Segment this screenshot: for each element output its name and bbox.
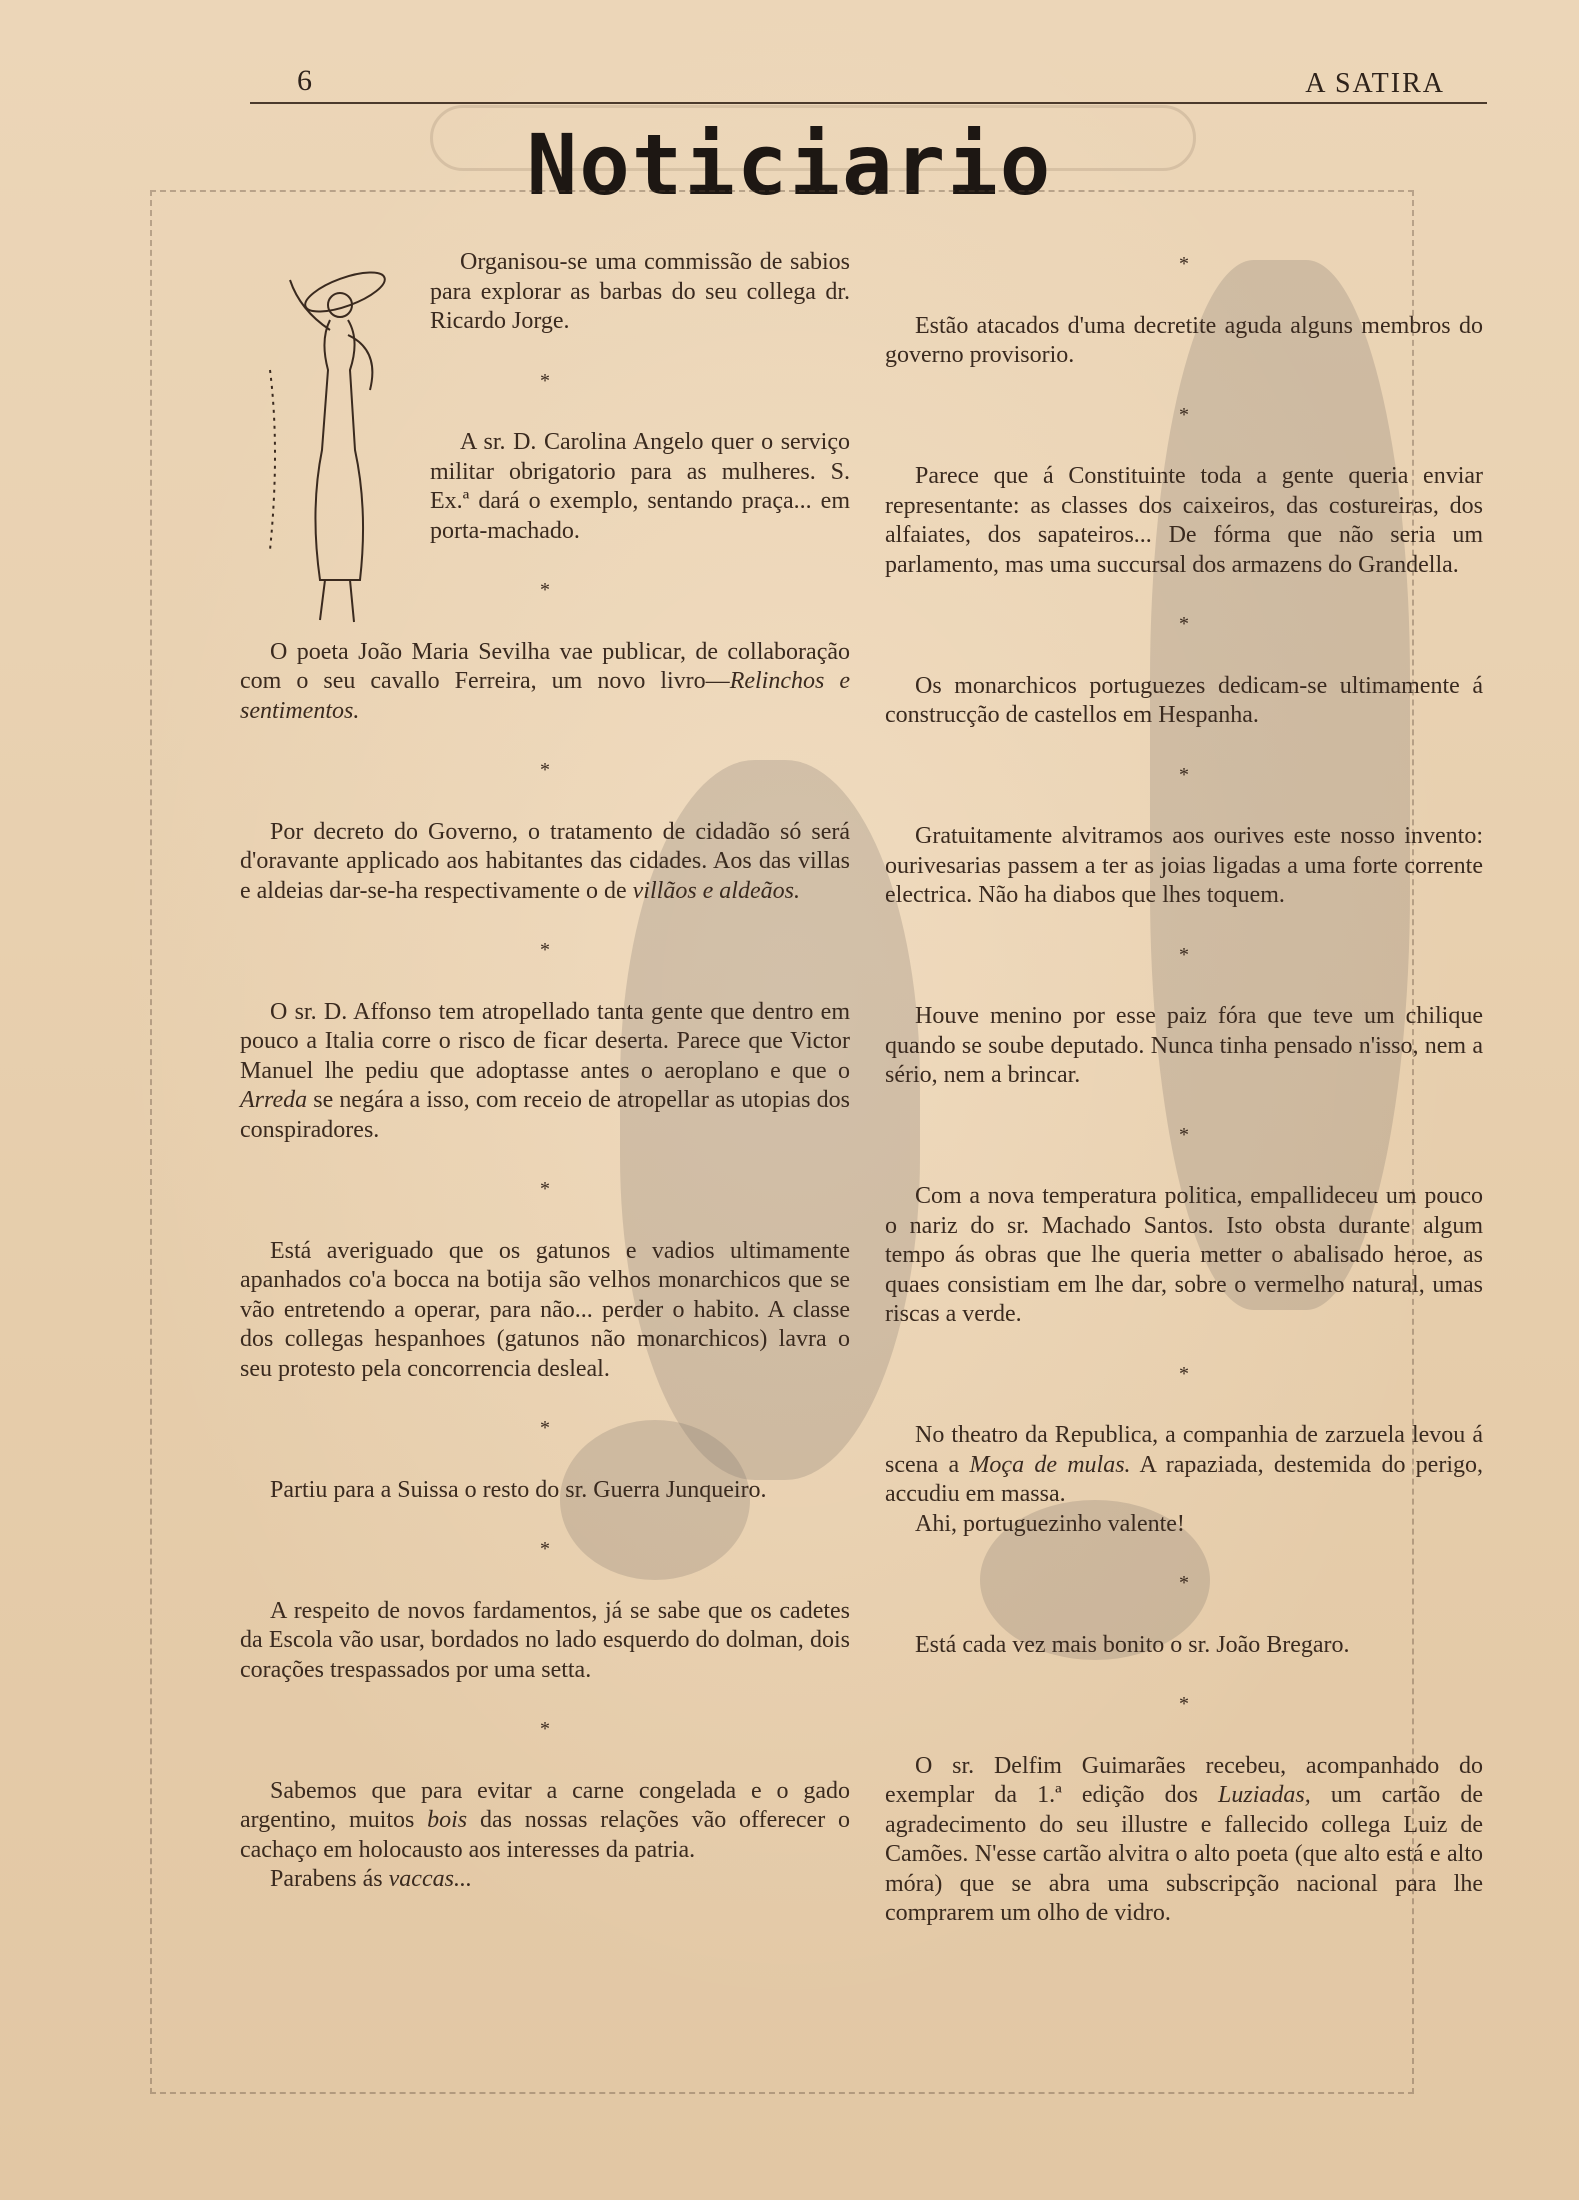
news-text-run: O sr. D. Affonso tem atropellado tanta gente que dentro em pouco a Italia corre o risco de ficar deserta. Parece que Victor Manuel lhe pediu que adoptasse antes o aeroplano e que o: [240, 998, 850, 1084]
news-text: [240, 638, 850, 727]
separator-star: *: [1179, 1693, 1189, 1715]
news-text: Ahi, portuguezinho valente!: [915, 1510, 1185, 1537]
separator-star: *: [540, 1538, 550, 1560]
news-text: [240, 1777, 850, 1866]
news-text-run: um cartão de agradecimento do seu illustre e fallecido collega Luiz de Camões. N'esse cartão alvitra o alto poeta (que alto está e alto móra) que se abra uma subscripção nacional para lhe comprarem um olho de vidro.: [885, 1782, 1483, 1926]
news-text: Com a nova temperatura politica, empallideceu um pouco o nariz do sr. Machado Santos. Isto obsta durante algum tempo ás obras que lhe queria metter o abalisado heroe, as quaes consistiam em lhe dar, sobre o vermelho natural, umas riscas a verde.: [885, 1183, 1483, 1327]
left-column: [240, 248, 850, 1895]
separator-star: *: [540, 1718, 550, 1740]
news-item: [240, 1476, 850, 1506]
news-item: [240, 1237, 850, 1385]
news-item: [885, 822, 1483, 911]
news-item: [240, 638, 850, 727]
italic-text: Arreda: [240, 1087, 308, 1113]
news-item: [885, 1752, 1483, 1929]
separator-star: *: [1179, 1362, 1189, 1385]
italic-text: vaccas...: [388, 1866, 472, 1892]
news-text-run: A rapaziada, destemida do perigo, accudiu em massa.: [885, 1451, 1483, 1507]
right-column: [885, 250, 1483, 1929]
news-item: [885, 1002, 1483, 1091]
news-item: [885, 462, 1483, 580]
news-item: [885, 1182, 1483, 1330]
news-text-run: Parabens ás: [270, 1866, 389, 1892]
news-text: [240, 998, 850, 1146]
news-text-run: Sabemos que para evitar a carne congelada e o gado argentino, muitos: [240, 1777, 850, 1833]
news-text: [240, 818, 850, 907]
news-text: A sr. D. Carolina Angelo quer o serviço militar obrigatorio para as mulheres. S. Ex.ª dará o exemplo, sentando praça... em porta-machado.: [430, 429, 850, 544]
news-text: Está averiguado que os gatunos e vadios ultimamente apanhados co'a bocca na botija são velhos monarchicos que se vão entretendo a operar, para não... perder o habito. A classe dos collegas hespanhoes (gatunos não monarchicos) lavra o seu protesto pela concorrencia desleal.: [240, 1237, 850, 1382]
news-text: Estão atacados d'uma decretite aguda alguns membros do governo provisorio.: [885, 312, 1483, 368]
news-item: [240, 1597, 850, 1686]
page-number: 6: [297, 64, 312, 97]
magazine-name: A SATIRA: [1305, 68, 1445, 99]
separator-star: *: [540, 1178, 550, 1200]
separator-star: *: [540, 369, 550, 392]
news-text: Organisou-se uma commissão de sabios para explorar as barbas do seu collega dr. Ricardo Jorge.: [430, 249, 850, 334]
play-title: Moça de mulas.: [969, 1451, 1131, 1478]
news-text: A respeito de novos fardamentos, já se sabe que os cadetes da Escola vão usar, bordados no lado esquerdo do dolman, dois corações trespassados por uma setta.: [240, 1597, 850, 1683]
book-title: Luziadas,: [1218, 1782, 1311, 1808]
separator-star: *: [540, 579, 550, 601]
news-text: Está cada vez mais bonito o sr. João Bregaro.: [915, 1631, 1350, 1658]
italic-text: villãos e aldeãos.: [632, 877, 800, 904]
news-text: [885, 1752, 1483, 1929]
news-text: [885, 1421, 1483, 1510]
news-text: [240, 1865, 850, 1895]
separator-star: *: [1179, 613, 1189, 635]
news-item: [430, 248, 850, 337]
italic-text: bois: [427, 1807, 468, 1833]
news-item: [885, 1631, 1483, 1661]
header-rule: [250, 102, 1487, 104]
page-title: Noticiario: [526, 116, 1053, 214]
news-item: [885, 312, 1483, 371]
news-item: [885, 672, 1483, 731]
news-text-run: se negára a isso, com receio de atropellar as utopias dos conspiradores.: [240, 1087, 850, 1143]
separator-star: *: [1179, 253, 1189, 275]
book-title: Relinchos e sentimentos.: [240, 668, 850, 724]
news-text-run: das nossas relações vão offerecer o cachaço em holocausto aos interesses da patria.: [240, 1807, 850, 1863]
separator-star: *: [1179, 1572, 1189, 1594]
separator-star: *: [1179, 943, 1189, 966]
news-text-run: No theatro da Republica, a companhia de zarzuela levou á scena a: [885, 1422, 1483, 1478]
separator-star: *: [540, 939, 550, 961]
news-text: Os monarchicos portuguezes dedicam-se ultimamente á construcção de castellos em Hespanha.: [885, 672, 1483, 728]
news-text-run: O sr. Delfim Guimarães recebeu, acompanhado do exemplar da 1.ª edição dos: [885, 1752, 1483, 1808]
news-text: Houve menino por esse paiz fóra que teve um chilique quando se soube deputado. Nunca tinha pensado n'isso, nem a sério, nem a brincar.: [885, 1003, 1483, 1088]
separator-star: *: [1179, 403, 1189, 426]
news-text-run: O poeta João Maria Sevilha vae publicar, de collaboração com o seu cavallo Ferreira, um novo livro—: [240, 638, 850, 694]
news-item: [240, 1777, 850, 1895]
news-item: [885, 1421, 1483, 1539]
news-text: Parece que á Constituinte toda a gente queria enviar representante: as classes dos caixeiros, das costureiras, dos alfaiates, dos sapateiros... De fórma que não seria um parlamento, mas uma succursal dos armazens do Grandella.: [885, 463, 1483, 578]
news-text: Partiu para a Suissa o resto do sr. Guerra Junqueiro.: [270, 1476, 767, 1503]
separator-star: *: [1179, 1123, 1189, 1146]
news-item: [430, 428, 850, 546]
news-item: [240, 998, 850, 1146]
news-item: [240, 818, 850, 907]
news-text-run: Por decreto do Governo, o tratamento de cidadão só será d'oravante applicado aos habitantes das cidades. Aos das villas e aldeias dar-se-ha respectivamente o de: [240, 818, 850, 904]
separator-star: *: [1179, 763, 1189, 786]
separator-star: *: [540, 759, 550, 781]
separator-star: *: [540, 1417, 550, 1439]
news-text: Gratuitamente alvitramos aos ourives este nosso invento: ourivesarias passem a ter as joias ligadas a uma forte corrente electrica. Não ha diabos que lhes toquem.: [885, 823, 1483, 908]
